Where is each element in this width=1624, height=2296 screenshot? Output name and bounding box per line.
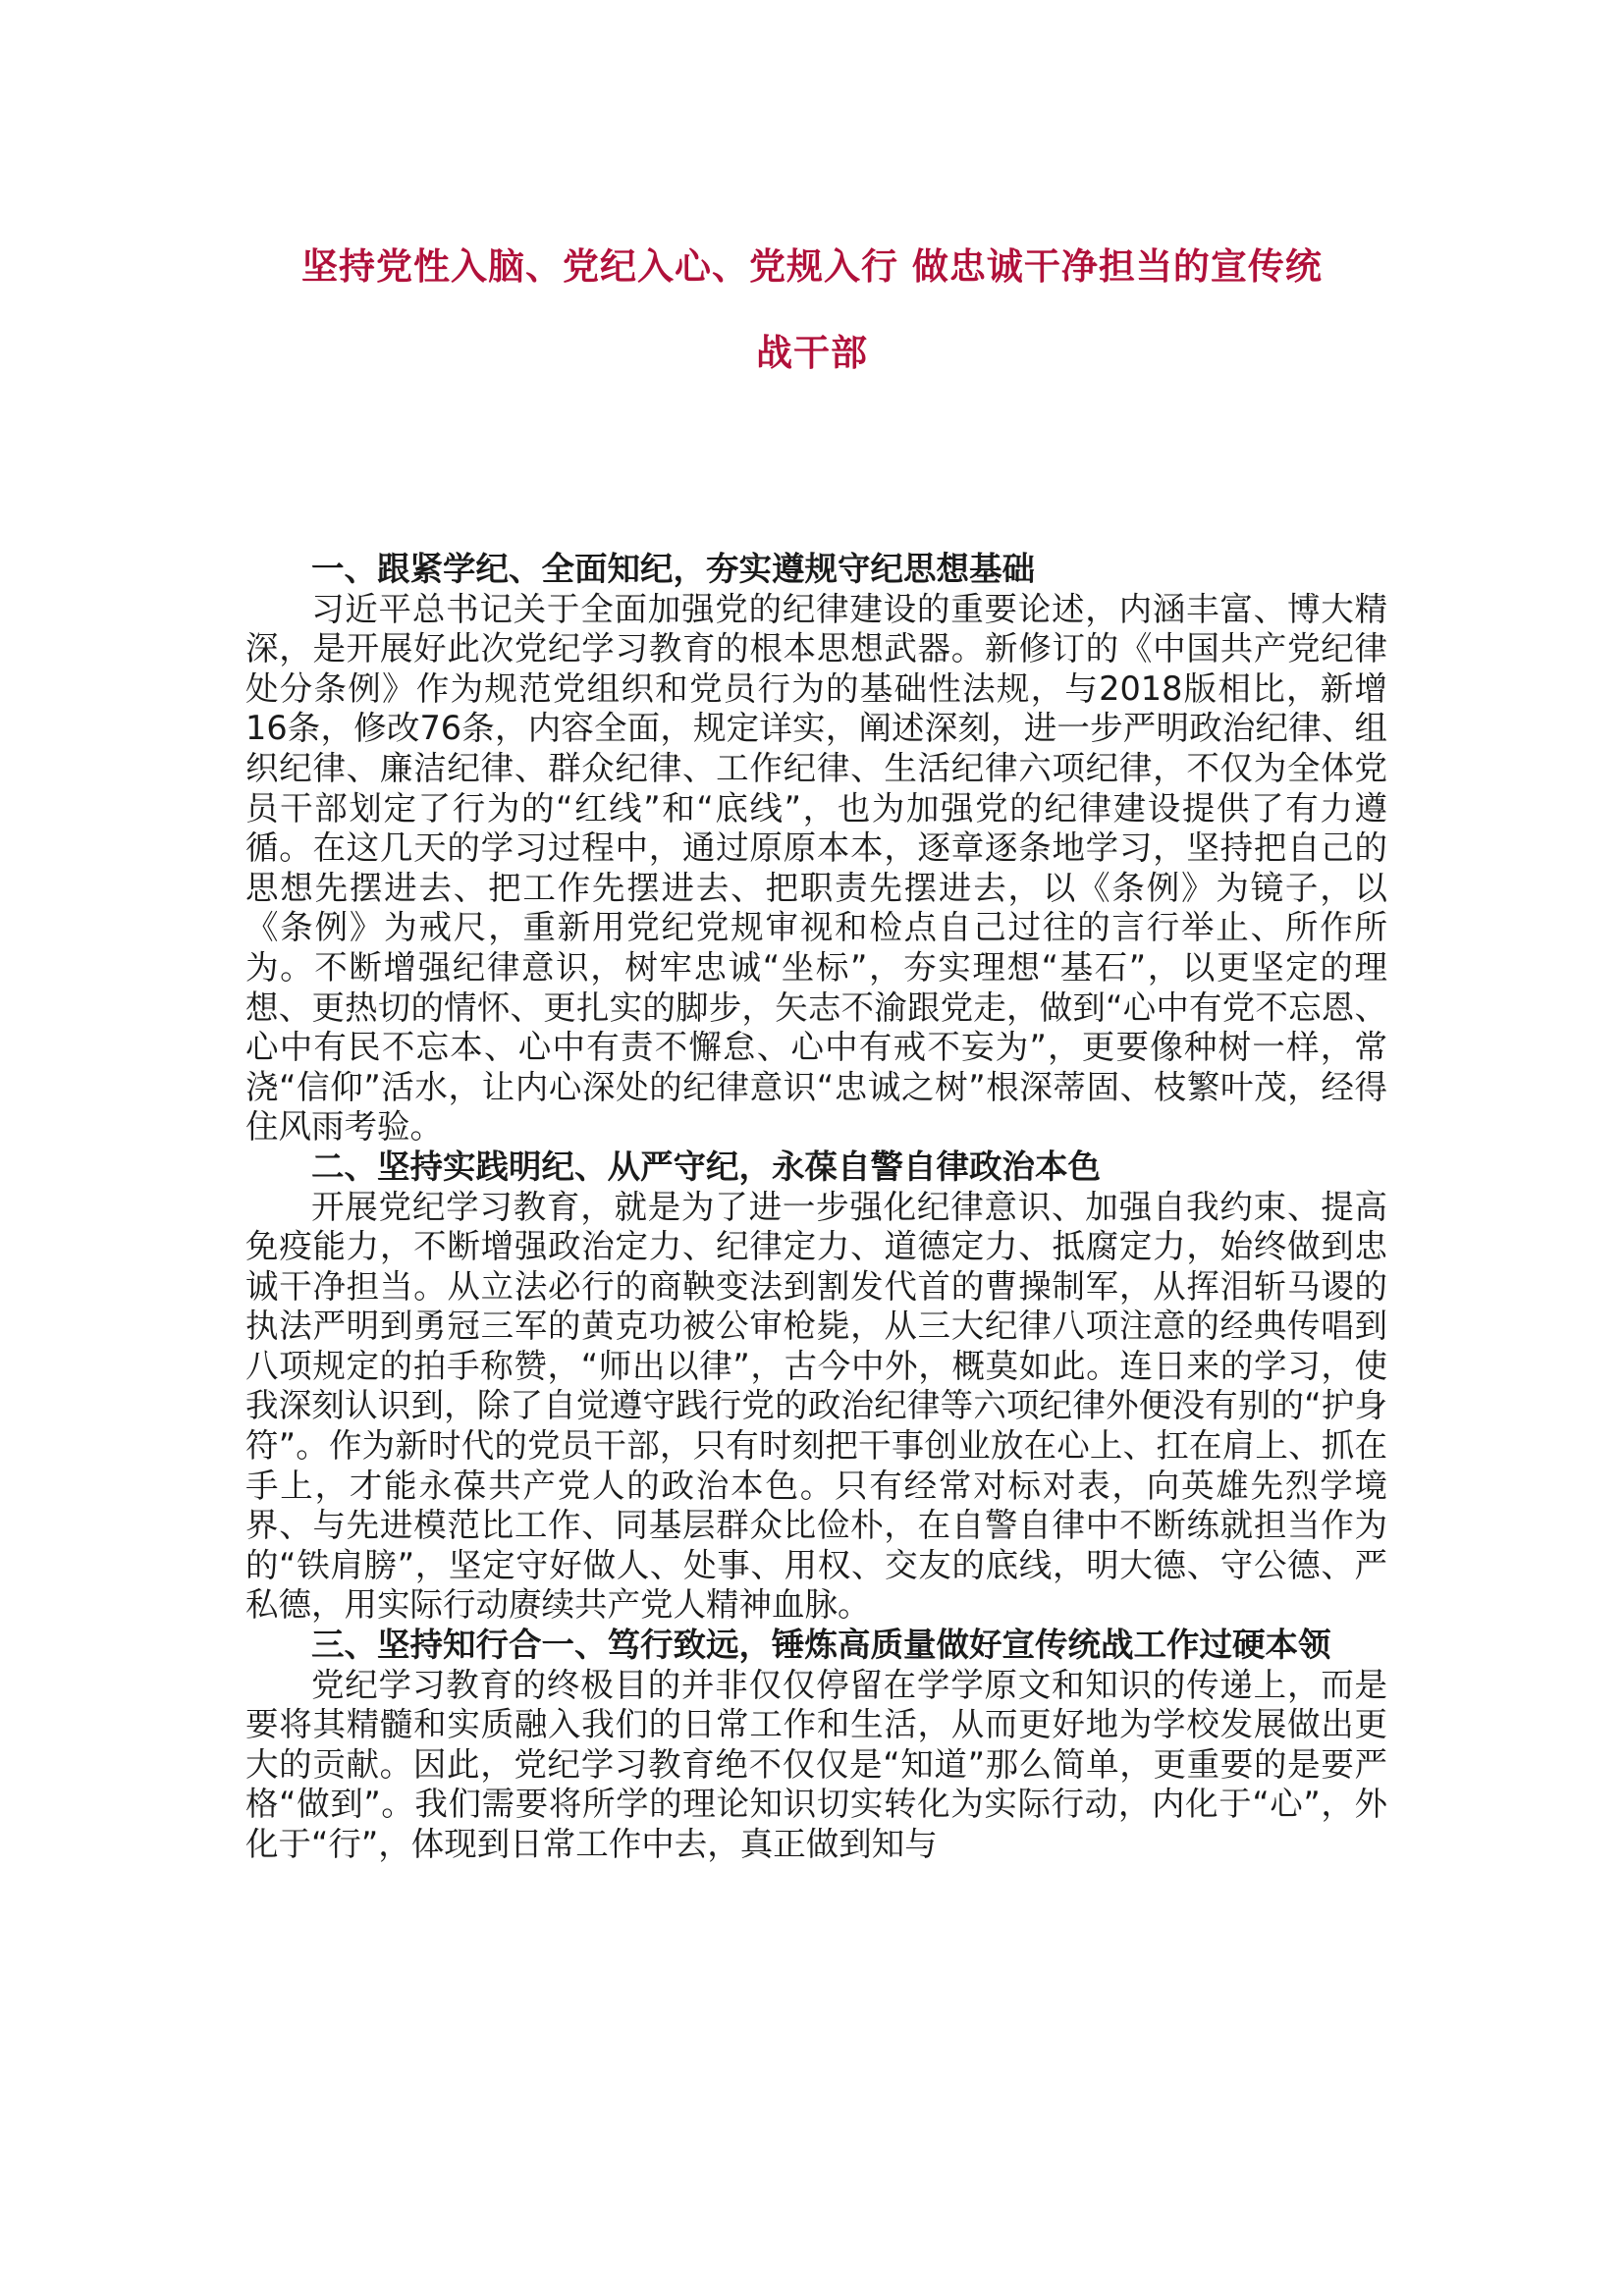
document-title <box>245 224 1379 397</box>
section-paragraph-1: 习近平总书记关于全面加强党的纪律建设的重要论述，内涵丰富、博大精深，是开展好此次党纪学习教育的根本思想武器。新修订的《中国共产党纪律处分条例》作为规范党组织和党员行为的基础性法规，与2018版相比，新增16条，修改76条，内容全面，规定详实，阐述深刻，进一步严明政治纪律、组织纪律、廉洁纪律、群众纪律、工作纪律、生活纪律六项纪律，不仅为全体党员干部划定了行为的“红线”和“底线”，也为加强党的纪律建设提供了有力遵循。在这几天的学习过程中，通过原原本本，逐章逐条地学习，坚持把自己的思想先摆进去、把工作先摆进去、把职责先摆进去，以《条例》为镜子，以《条例》为戒尺，重新用党纪党规审视和检点自己过往的言行举止、所作所为。不断增强纪律意识，树牢忠诚“坐标”，夯实理想“基石”，以更坚定的理想、更热切的情怀、更扎实的脚步，矢志不渝跟党走，做到“心中有党不忘恩、心中有民不忘本、心中有责不懈怠、心中有戒不妄为”，更要像种树一样，常浇“信仰”活水，让内心深处的纪律意识“忠诚之树”根深蒂固、枝繁叶茂，经得住风雨考验。 <box>245 589 1387 1147</box>
section-heading-2: 二、坚持实践明纪、从严守纪，永葆自警自律政治本色 <box>311 1147 1101 1186</box>
section-paragraph-2: 开展党纪学习教育，就是为了进一步强化纪律意识、加强自我约束、提高免疫能力，不断增强政治定力、纪律定力、道德定力、抵腐定力，始终做到忠诚干净担当。从立法必行的商鞅变法到割发代首的曹操制军，从挥泪斩马谡的执法严明到勇冠三军的黄克功被公审枪毙，从三大纪律八项注意的经典传唱到八项规定的拍手称赞，“师出以律”，古今中外，概莫如此。连日来的学习，使我深刻认识到，除了自觉遵守践行党的政治纪律等六项纪律外便没有别的“护身符”。作为新时代的党员干部，只有时刻把干事创业放在心上、扛在肩上、抓在手上，才能永葆共产党人的政治本色。只有经常对标对表，向英雄先烈学境界、与先进模范比工作、同基层群众比俭朴，在自警自律中不断练就担当作为的“铁肩膀”，坚定守好做人、处事、用权、交友的底线，明大德、守公德、严私德，用实际行动赓续共产党人精神血脉。 <box>245 1187 1387 1625</box>
document-body <box>245 550 1387 1865</box>
section-paragraph-3: 党纪学习教育的终极目的并非仅仅停留在学学原文和知识的传递上，而是要将其精髓和实质融入我们的日常工作和生活，从而更好地为学校发展做出更大的贡献。因此，党纪学习教育绝不仅仅是“知道”那么简单，更重要的是要严格“做到”。我们需要将所学的理论知识切实转化为实际行动，内化于“心”，外化于“行”，体现到日常工作中去，真正做到知与 <box>245 1665 1387 1863</box>
title-line-1: 坚持党性入脑、党纪入心、党规入行 做忠诚干净担当的宣传统 <box>301 245 1323 288</box>
section-heading-3: 三、坚持知行合一、笃行致远，锤炼高质量做好宣传统战工作过硬本领 <box>311 1626 1331 1665</box>
title-line-2: 战干部 <box>756 332 868 374</box>
section-heading-1: 一、跟紧学纪、全面知纪，夯实遵规守纪思想基础 <box>311 550 1035 588</box>
